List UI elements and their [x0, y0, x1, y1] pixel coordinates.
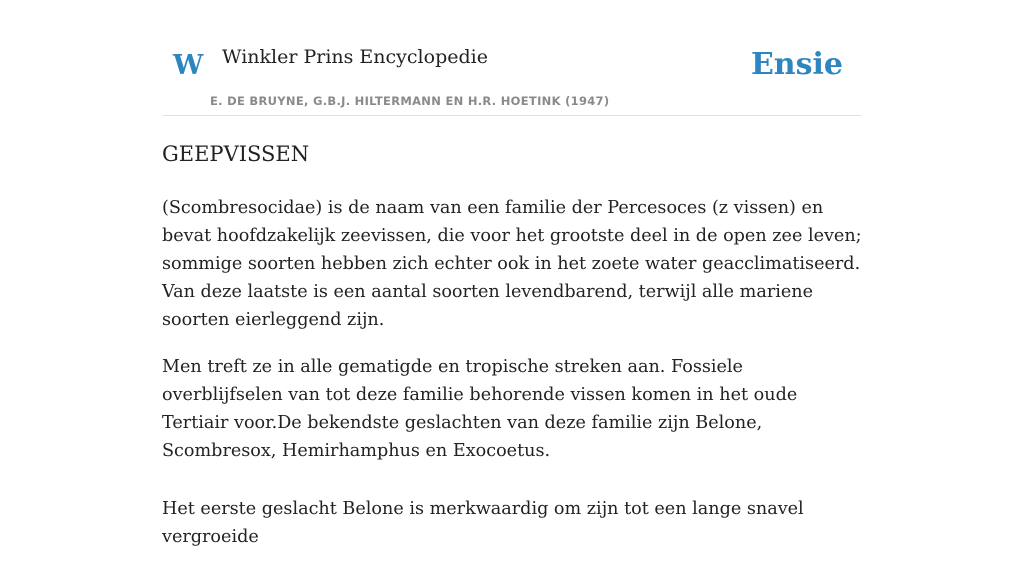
- article-paragraph: (Scombresocidae) is de naam van een familie der Percesoces (z vissen) en bevat hoofdzakelijk zeevissen, die voor het grootste deel in de open zee leven; sommige soorten hebben zich echter ook in het zoete water geacclimatiseerd. Van deze laatste is een aantal soorten levendbarend, terwijl alle mariene soorten eierleggend zijn.: [162, 198, 862, 330]
- ensie-logo[interactable]: Ensie: [750, 47, 843, 82]
- authors-line: E. DE BRUYNE, G.B.J. HILTERMANN EN H.R. HOETINK (1947): [210, 94, 610, 108]
- article: [162, 138, 862, 570]
- article-paragraph: Het eerste geslacht Belone is merkwaardig om zijn tot een lange snavel vergroeide: [162, 499, 804, 547]
- publication-title[interactable]: Winkler Prins Encyclopedie: [222, 46, 488, 68]
- winkler-prins-logo[interactable]: W: [173, 50, 204, 81]
- article-title: GEEPVISSEN: [162, 142, 310, 166]
- header: [162, 0, 862, 116]
- article-paragraph: Men treft ze in alle gematigde en tropische streken aan. Fossiele overblijfselen van tot deze familie behorende vissen komen in het oude Tertiair voor.De bekendste geslachten van deze familie zijn Belone, Scombresox, Hemirhamphus en Exocoetus.: [162, 357, 798, 461]
